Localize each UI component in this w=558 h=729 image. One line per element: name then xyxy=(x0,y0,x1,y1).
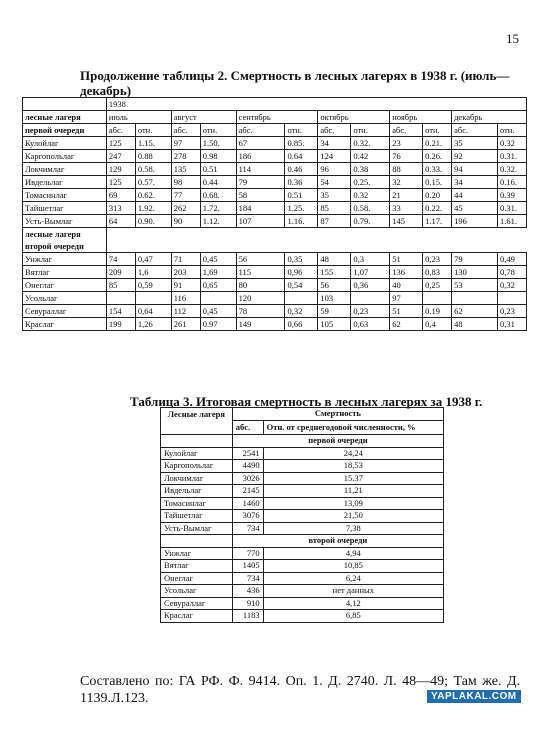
abs-value: 3076 xyxy=(232,510,263,523)
rel-value: 0.32 xyxy=(497,137,526,150)
rel-value: 0.19 xyxy=(423,305,452,318)
section-header: лесные лагеря xyxy=(23,228,107,241)
camp-name: Севураллаг xyxy=(23,305,107,318)
watermark-logo: YAPLAKAL.COM xyxy=(427,690,521,703)
subheader-row xyxy=(161,420,444,435)
camp-name: Ивдельлаг xyxy=(23,176,107,189)
abs-value: 136 xyxy=(390,266,423,279)
mortality-header: Смертность xyxy=(232,408,443,421)
rel-value: 0,23 xyxy=(423,253,452,266)
abs-value: 130 xyxy=(452,266,498,279)
rel-value: 4,94 xyxy=(263,547,443,560)
rel-value: 0.32. xyxy=(351,137,390,150)
table-row xyxy=(161,485,444,498)
abs-value: 77 xyxy=(171,189,200,202)
rel-value: 0,4 xyxy=(423,318,452,331)
rel-value: 0,63 xyxy=(351,318,390,331)
abs-value: 64 xyxy=(106,215,135,228)
rel-value: 11,21 xyxy=(263,485,443,498)
section-first-row xyxy=(161,435,444,448)
rel-value: 21,50 xyxy=(263,510,443,523)
abs-value: 107 xyxy=(236,215,285,228)
abs-value: 34 xyxy=(318,137,351,150)
camps-header: Лесные лагеря xyxy=(161,408,233,421)
rel-value: 0,25 xyxy=(423,279,452,292)
abs-value: 135 xyxy=(171,163,200,176)
abs-value: 97 xyxy=(171,137,200,150)
table-row xyxy=(161,547,444,560)
abs-value: 734 xyxy=(232,572,263,585)
page-number: 15 xyxy=(506,31,519,46)
abs-header: абс. xyxy=(171,124,200,137)
abs-header: абс. xyxy=(318,124,351,137)
camp-name: Каргопольлаг xyxy=(161,460,233,473)
year-row xyxy=(23,98,527,111)
abs-value: 1460 xyxy=(232,497,263,510)
rel-value: 0.36 xyxy=(285,176,318,189)
abs-value: 51 xyxy=(390,305,423,318)
abs-value: 79 xyxy=(236,176,285,189)
rel-value: 0,49 xyxy=(497,253,526,266)
rel-value: 0.33. xyxy=(423,163,452,176)
abs-value: 105 xyxy=(318,318,351,331)
table-row xyxy=(23,137,527,150)
abs-value: 199 xyxy=(106,318,135,331)
rel-value: 0,23 xyxy=(497,305,526,318)
table-row xyxy=(161,497,444,510)
abs-value: 58 xyxy=(236,189,285,202)
abs-value: 115 xyxy=(236,266,285,279)
section-header-row xyxy=(23,240,527,253)
camp-name: Унжлаг xyxy=(23,253,107,266)
rel-header: отн. xyxy=(497,124,526,137)
rel-header: отн. xyxy=(135,124,171,137)
abs-header: абс. xyxy=(236,124,285,137)
rel-value: 0.16. xyxy=(497,176,526,189)
rel-value: 6,85 xyxy=(263,610,443,623)
abs-value: 910 xyxy=(232,597,263,610)
abs-value: 74 xyxy=(106,253,135,266)
rel-value: 0.64 xyxy=(285,150,318,163)
abs-value: 45 xyxy=(452,202,498,215)
camps-header-line2: первой очереди xyxy=(23,124,107,137)
rel-value: 0.32 xyxy=(351,189,390,202)
section-second-row xyxy=(161,535,444,548)
table-row xyxy=(23,318,527,331)
camp-name: Краслаг xyxy=(161,610,233,623)
rel-value xyxy=(285,292,318,305)
rel-value: 0.88 xyxy=(135,150,171,163)
rel-value: 0,23 xyxy=(351,305,390,318)
rel-value: 0.97 xyxy=(200,318,236,331)
table-row xyxy=(161,472,444,485)
abs-value: 44 xyxy=(452,189,498,202)
camp-name: Локчимлаг xyxy=(161,472,233,485)
abs-value: 92 xyxy=(452,150,498,163)
rel-value: 0.90. xyxy=(135,215,171,228)
rel-value xyxy=(423,292,452,305)
table-row xyxy=(161,510,444,523)
abs-value: 34 xyxy=(452,176,498,189)
rel-value: 1.61. xyxy=(497,215,526,228)
abs-value: 734 xyxy=(232,522,263,535)
rel-value: 0.79. xyxy=(351,215,390,228)
abs-value: 90 xyxy=(171,215,200,228)
abs-value: 85 xyxy=(318,202,351,215)
rel-value: 0,83 xyxy=(423,266,452,279)
rel-value: 0,78 xyxy=(497,266,526,279)
abs-value: 247 xyxy=(106,150,135,163)
rel-value: 0.57. xyxy=(135,176,171,189)
rel-value: 0.31. xyxy=(497,202,526,215)
abs-header: абс. xyxy=(106,124,135,137)
rel-value: 0.32. xyxy=(497,163,526,176)
rel-value: 15.37 xyxy=(263,472,443,485)
abs-value xyxy=(106,292,135,305)
table3-title: Таблица 3. Итоговая смертность в лесных лагерях за 1938 г. xyxy=(130,394,483,409)
rel-value: нет данных xyxy=(263,585,443,598)
rel-value: 6,24 xyxy=(263,572,443,585)
rel-value: 0,47 xyxy=(135,253,171,266)
rel-value: 0.31. xyxy=(497,150,526,163)
abs-value: 80 xyxy=(236,279,285,292)
camp-name: Ивдельлаг xyxy=(161,485,233,498)
abs-value: 21 xyxy=(390,189,423,202)
camp-name: Краслаг xyxy=(23,318,107,331)
abs-value xyxy=(452,292,498,305)
camp-name: Локчимлаг xyxy=(23,163,107,176)
camp-name: Вятлаг xyxy=(23,266,107,279)
rel-value: 1.16. xyxy=(285,215,318,228)
abs-value: 71 xyxy=(171,253,200,266)
abs-value: 79 xyxy=(452,253,498,266)
section-header-row xyxy=(23,228,527,241)
rel-value: 0,45 xyxy=(200,305,236,318)
abs-value: 116 xyxy=(171,292,200,305)
rel-value: 0,35 xyxy=(285,253,318,266)
table-row xyxy=(161,560,444,573)
abs-value: 48 xyxy=(318,253,351,266)
table-row xyxy=(23,292,527,305)
abs-value: 56 xyxy=(318,279,351,292)
abs-value: 35 xyxy=(318,189,351,202)
camp-name: Унжлаг xyxy=(161,547,233,560)
abs-value: 129 xyxy=(106,163,135,176)
mortality-table-monthly xyxy=(22,97,527,331)
camp-name: Усольлаг xyxy=(23,292,107,305)
abs-value: 62 xyxy=(390,318,423,331)
abs-value: 184 xyxy=(236,202,285,215)
abs-value: 53 xyxy=(452,279,498,292)
table-row xyxy=(23,253,527,266)
rel-value: 1.92. xyxy=(135,202,171,215)
abs-value: 88 xyxy=(390,163,423,176)
table-row xyxy=(23,279,527,292)
abs-value: 103 xyxy=(318,292,351,305)
abs-value: 51 xyxy=(390,253,423,266)
rel-value: 0,65 xyxy=(200,279,236,292)
rel-value xyxy=(135,292,171,305)
rel-value: 0.15. xyxy=(423,176,452,189)
subheader-row xyxy=(23,124,527,137)
rel-value: 0,32 xyxy=(285,305,318,318)
rel-header: отн. xyxy=(200,124,236,137)
rel-value: 0,54 xyxy=(285,279,318,292)
abs-value: 120 xyxy=(236,292,285,305)
abs-value: 124 xyxy=(318,150,351,163)
abs-value: 91 xyxy=(171,279,200,292)
table-row xyxy=(23,189,527,202)
month-header: октябрь xyxy=(318,111,390,124)
rel-value: 10,85 xyxy=(263,560,443,573)
abs-value: 436 xyxy=(232,585,263,598)
abs-value: 48 xyxy=(452,318,498,331)
abs-header: абс. xyxy=(452,124,498,137)
camp-name: Тайшетлаг xyxy=(161,510,233,523)
abs-value: 35 xyxy=(452,137,498,150)
abs-value: 313 xyxy=(106,202,135,215)
abs-value: 2145 xyxy=(232,485,263,498)
rel-value: 0.85. xyxy=(285,137,318,150)
abs-value: 59 xyxy=(318,305,351,318)
rel-value: 18,53 xyxy=(263,460,443,473)
table-row xyxy=(161,572,444,585)
rel-value: 0.25. xyxy=(351,176,390,189)
rel-header: отн. xyxy=(285,124,318,137)
camp-name: Усть-Вымлаг xyxy=(23,215,107,228)
abs-value: 203 xyxy=(171,266,200,279)
abs-value: 770 xyxy=(232,547,263,560)
rel-value: 1,6 xyxy=(135,266,171,279)
table2-title: Продолжение таблицы 2. Смертность в лесных лагерях в 1938 г. (июль—декабрь) xyxy=(80,68,510,98)
camp-name: Томасинлаг xyxy=(23,189,107,202)
section-second-label: второй очереди xyxy=(232,535,443,548)
abs-value: 2541 xyxy=(232,447,263,460)
rel-value: 24,24 xyxy=(263,447,443,460)
abs-value: 23 xyxy=(390,137,423,150)
section-first-label: первой очереди xyxy=(232,435,443,448)
abs-value: 33 xyxy=(390,202,423,215)
rel-value: 0,45 xyxy=(200,253,236,266)
table-row xyxy=(23,215,527,228)
abs-value: 114 xyxy=(236,163,285,176)
rel-value: 1.72. xyxy=(200,202,236,215)
header-row xyxy=(161,408,444,421)
month-header: август xyxy=(171,111,236,124)
rel-value: 1,69 xyxy=(200,266,236,279)
abs-value: 85 xyxy=(106,279,135,292)
rel-value: 1.15. xyxy=(135,137,171,150)
abs-value: 56 xyxy=(236,253,285,266)
table-row xyxy=(161,585,444,598)
camps-header-line1: лесные лагеря xyxy=(23,111,107,124)
camp-name: Севураллаг xyxy=(161,597,233,610)
rel-value: 0,31 xyxy=(497,318,526,331)
rel-value: 0.42 xyxy=(351,150,390,163)
camp-name: Усольлаг xyxy=(161,585,233,598)
abs-value: 262 xyxy=(171,202,200,215)
rel-value: 1.17. xyxy=(423,215,452,228)
table-row xyxy=(161,522,444,535)
abs-value: 186 xyxy=(236,150,285,163)
rel-value: 4,12 xyxy=(263,597,443,610)
abs-value: 209 xyxy=(106,266,135,279)
rel-value: 1,26 xyxy=(135,318,171,331)
rel-value: 0,36 xyxy=(351,279,390,292)
table-row xyxy=(161,460,444,473)
month-header-row xyxy=(23,111,527,124)
year-label: 1938 xyxy=(106,98,526,111)
camp-name: Кулойлаг xyxy=(161,447,233,460)
abs-value: 112 xyxy=(171,305,200,318)
source-note: Составлено по: ГА РФ. Ф. 9414. Оп. 1. Д. 2740. Л. 48—49; Там же. Д. 1139.Л.123. xyxy=(80,674,520,706)
abs-value: 76 xyxy=(390,150,423,163)
table-row xyxy=(23,176,527,189)
abs-value: 98 xyxy=(171,176,200,189)
rel-value: 0,64 xyxy=(135,305,171,318)
rel-value: 0.26. xyxy=(423,150,452,163)
rel-value xyxy=(200,292,236,305)
rel-value: 0.39 xyxy=(497,189,526,202)
rel-value: 0.98 xyxy=(200,150,236,163)
table-row xyxy=(161,597,444,610)
table-row xyxy=(23,266,527,279)
rel-value: 0,3 xyxy=(351,253,390,266)
abs-value: 4490 xyxy=(232,460,263,473)
rel-header: отн. xyxy=(351,124,390,137)
rel-value: 0.58. xyxy=(351,202,390,215)
abs-value: 3026 xyxy=(232,472,263,485)
rel-value: 0.58. xyxy=(135,163,171,176)
camp-name: Томасинлаг xyxy=(161,497,233,510)
abs-value: 32 xyxy=(390,176,423,189)
rel-value: 0.46 xyxy=(285,163,318,176)
rel-value: 0.21. xyxy=(423,137,452,150)
abs-value: 261 xyxy=(171,318,200,331)
rel-value: 0,96 xyxy=(285,266,318,279)
abs-value: 78 xyxy=(236,305,285,318)
abs-value: 40 xyxy=(390,279,423,292)
camp-name: Усть-Вымлаг xyxy=(161,522,233,535)
camp-name: Кулойлаг xyxy=(23,137,107,150)
abs-header: абс. xyxy=(232,420,263,435)
rel-value: 0.38 xyxy=(351,163,390,176)
abs-value: 155 xyxy=(318,266,351,279)
rel-value: 0.51 xyxy=(285,189,318,202)
rel-value: 7,38 xyxy=(263,522,443,535)
month-header: декабрь xyxy=(452,111,527,124)
camp-name: Вятлаг xyxy=(161,560,233,573)
abs-value: 154 xyxy=(106,305,135,318)
table-row xyxy=(23,163,527,176)
month-header: ноябрь xyxy=(390,111,452,124)
abs-header: абс. xyxy=(390,124,423,137)
rel-value: 1,07 xyxy=(351,266,390,279)
rel-value: 0.20 xyxy=(423,189,452,202)
month-header: сентябрь xyxy=(236,111,318,124)
abs-value: 69 xyxy=(106,189,135,202)
rel-value: 0.22. xyxy=(423,202,452,215)
abs-value: 149 xyxy=(236,318,285,331)
rel-value: 0.62. xyxy=(135,189,171,202)
abs-value: 1183 xyxy=(232,610,263,623)
rel-value: 0,59 xyxy=(135,279,171,292)
abs-value: 94 xyxy=(452,163,498,176)
table-row xyxy=(161,447,444,460)
table-row xyxy=(23,150,527,163)
camp-name: Онеглаг xyxy=(23,279,107,292)
table-row xyxy=(23,202,527,215)
rel-value xyxy=(351,292,390,305)
rel-value: 1.12. xyxy=(200,215,236,228)
abs-value: 87 xyxy=(318,215,351,228)
camp-name: Онеглаг xyxy=(161,572,233,585)
abs-value: 196 xyxy=(452,215,498,228)
rel-value: 0.44 xyxy=(200,176,236,189)
abs-value: 67 xyxy=(236,137,285,150)
rel-value: 0.51 xyxy=(200,163,236,176)
camp-name: Тайшетлаг xyxy=(23,202,107,215)
month-header: июль xyxy=(106,111,171,124)
rel-value: 0.68. xyxy=(200,189,236,202)
abs-value: 54 xyxy=(318,176,351,189)
camp-name: Каргопольлаг xyxy=(23,150,107,163)
abs-value: 1405 xyxy=(232,560,263,573)
rel-value: 0,66 xyxy=(285,318,318,331)
rel-value: 13,09 xyxy=(263,497,443,510)
abs-value: 125 xyxy=(106,137,135,150)
mortality-table-annual xyxy=(160,407,444,623)
abs-value: 97 xyxy=(390,292,423,305)
abs-value: 278 xyxy=(171,150,200,163)
rel-value: 0,32 xyxy=(497,279,526,292)
rel-header: Отн. от среднегодовой численности, % xyxy=(263,420,443,435)
abs-value: 96 xyxy=(318,163,351,176)
rel-value: 1.50. xyxy=(200,137,236,150)
section-header: второй очереди xyxy=(23,240,107,253)
abs-value: 145 xyxy=(390,215,423,228)
abs-value: 125 xyxy=(106,176,135,189)
table-row xyxy=(161,610,444,623)
table-row xyxy=(23,305,527,318)
rel-value xyxy=(497,292,526,305)
rel-header: отн. xyxy=(423,124,452,137)
rel-value: 1.25. xyxy=(285,202,318,215)
abs-value: 62 xyxy=(452,305,498,318)
